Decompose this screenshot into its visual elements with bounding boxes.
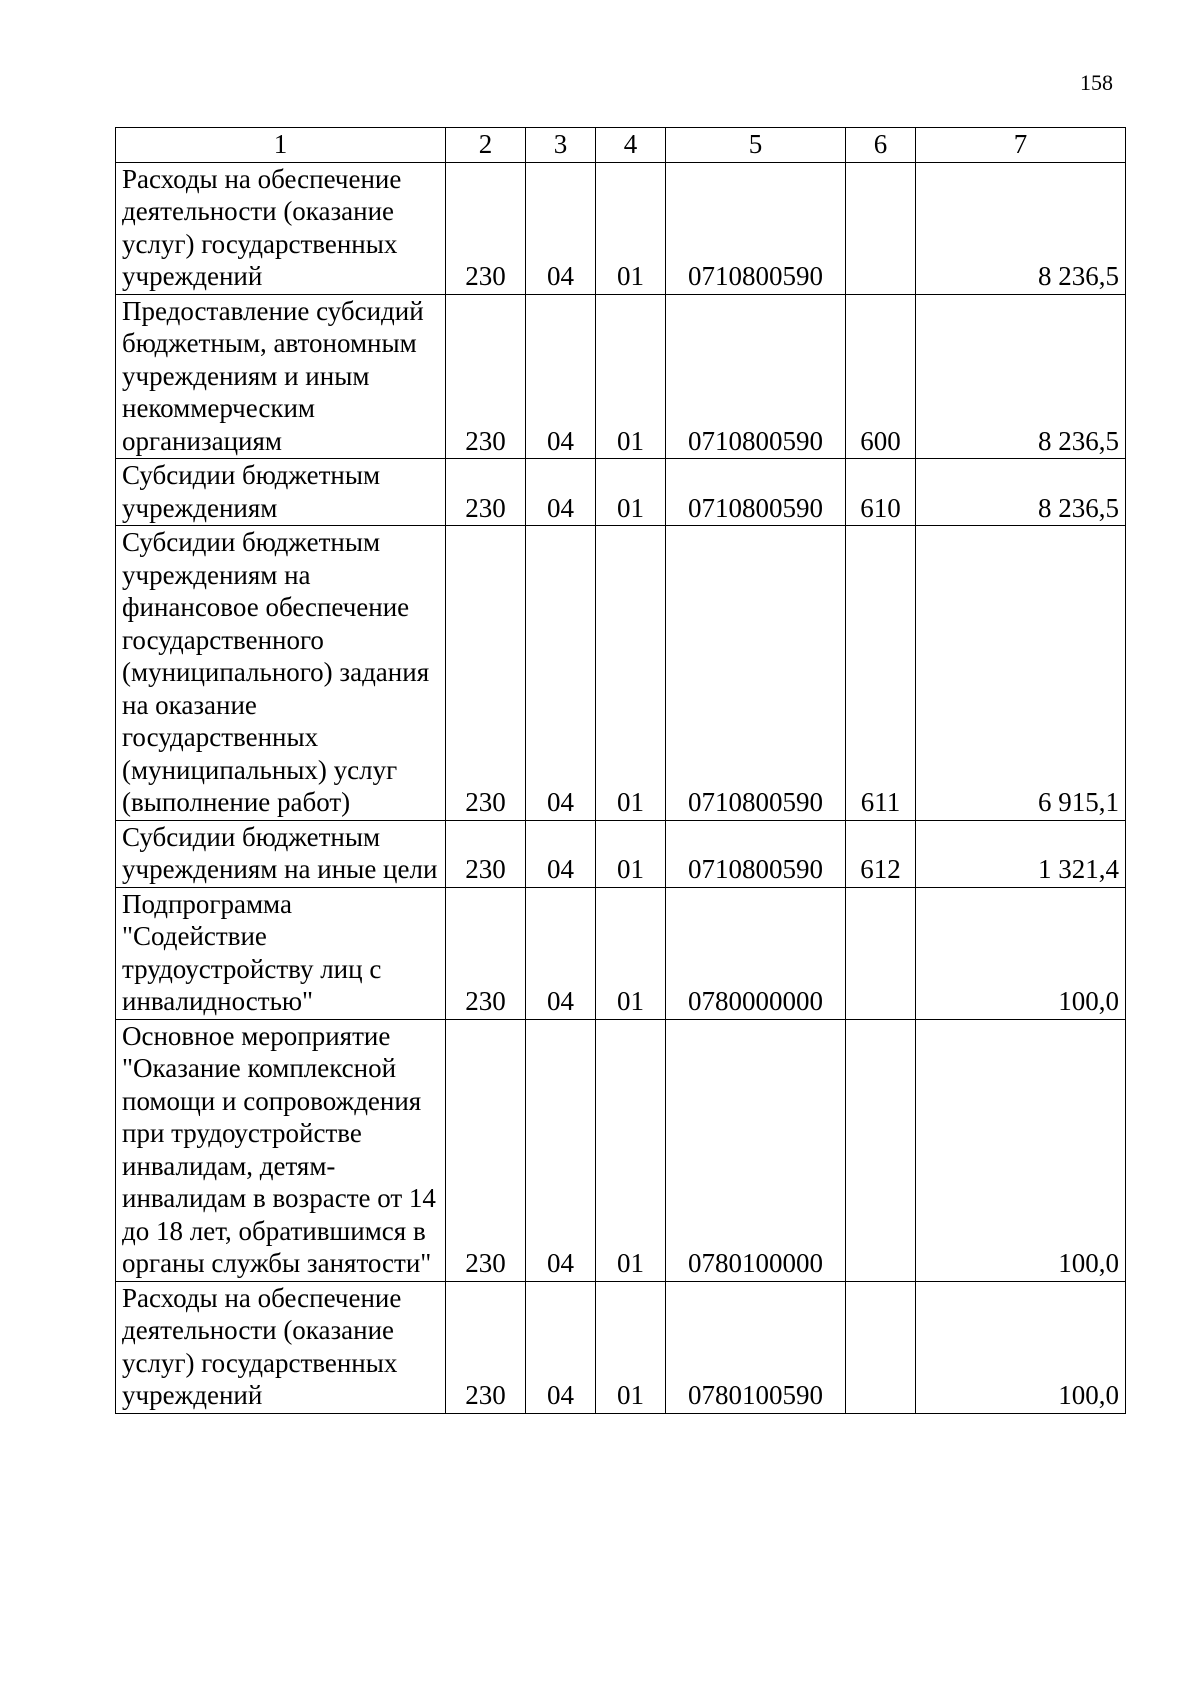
row-name-cell: Расходы на обеспечение деятельности (оказание услуг) государственных учреждений bbox=[116, 1281, 446, 1413]
row-col5-cell: 0710800590 bbox=[666, 526, 846, 821]
row-col5-cell: 0710800590 bbox=[666, 820, 846, 887]
table-row bbox=[116, 1281, 1126, 1413]
table-row bbox=[116, 294, 1126, 459]
row-name-cell: Предоставление субсидий бюджетным, автономным учреждениям и иным некоммерческим организациям bbox=[116, 294, 446, 459]
row-name-cell: Подпрограмма "Содействие трудоустройству лиц с инвалидностью" bbox=[116, 887, 446, 1019]
table-row bbox=[116, 526, 1126, 821]
row-col6-cell: 611 bbox=[846, 526, 916, 821]
header-col-4: 4 bbox=[596, 128, 666, 163]
row-col7-cell: 100,0 bbox=[916, 1019, 1126, 1281]
row-col4-cell: 01 bbox=[596, 1281, 666, 1413]
row-col7-cell: 1 321,4 bbox=[916, 820, 1126, 887]
row-col3-cell: 04 bbox=[526, 1019, 596, 1281]
row-col5-cell: 0710800590 bbox=[666, 459, 846, 526]
table-header-row bbox=[116, 128, 1126, 163]
row-name-cell: Основное мероприятие "Оказание комплексной помощи и сопровождения при трудоустройстве инвалидам, детям-инвалидам в возрасте от 14 до 18 лет, обратившимся в органы службы занятости" bbox=[116, 1019, 446, 1281]
row-col2-cell: 230 bbox=[446, 1281, 526, 1413]
row-col7-cell: 6 915,1 bbox=[916, 526, 1126, 821]
budget-table bbox=[115, 127, 1126, 1414]
row-col4-cell: 01 bbox=[596, 887, 666, 1019]
row-col6-cell: 610 bbox=[846, 459, 916, 526]
header-col-2: 2 bbox=[446, 128, 526, 163]
header-col-3: 3 bbox=[526, 128, 596, 163]
row-col3-cell: 04 bbox=[526, 526, 596, 821]
row-col4-cell: 01 bbox=[596, 459, 666, 526]
row-col5-cell: 0710800590 bbox=[666, 162, 846, 294]
row-name-cell: Расходы на обеспечение деятельности (оказание услуг) государственных учреждений bbox=[116, 162, 446, 294]
row-col7-cell: 8 236,5 bbox=[916, 162, 1126, 294]
row-col6-cell bbox=[846, 1019, 916, 1281]
header-col-5: 5 bbox=[666, 128, 846, 163]
header-col-6: 6 bbox=[846, 128, 916, 163]
row-col3-cell: 04 bbox=[526, 887, 596, 1019]
row-name-cell: Субсидии бюджетным учреждениям bbox=[116, 459, 446, 526]
row-col7-cell: 8 236,5 bbox=[916, 459, 1126, 526]
page-number: 158 bbox=[1080, 70, 1113, 95]
row-col6-cell: 612 bbox=[846, 820, 916, 887]
header-col-1: 1 bbox=[116, 128, 446, 163]
row-name-cell: Субсидии бюджетным учреждениям на финансовое обеспечение государственного (муниципального) задания на оказание государственных (муниципальных) услуг (выполнение работ) bbox=[116, 526, 446, 821]
row-col4-cell: 01 bbox=[596, 820, 666, 887]
row-col2-cell: 230 bbox=[446, 820, 526, 887]
row-col6-cell: 600 bbox=[846, 294, 916, 459]
row-col2-cell: 230 bbox=[446, 459, 526, 526]
table-row bbox=[116, 820, 1126, 887]
row-col3-cell: 04 bbox=[526, 820, 596, 887]
table-row bbox=[116, 459, 1126, 526]
row-col3-cell: 04 bbox=[526, 459, 596, 526]
table-row bbox=[116, 1019, 1126, 1281]
row-col2-cell: 230 bbox=[446, 887, 526, 1019]
row-col6-cell bbox=[846, 162, 916, 294]
row-col3-cell: 04 bbox=[526, 162, 596, 294]
row-col6-cell bbox=[846, 1281, 916, 1413]
table-row bbox=[116, 162, 1126, 294]
row-col4-cell: 01 bbox=[596, 1019, 666, 1281]
row-col5-cell: 0780100000 bbox=[666, 1019, 846, 1281]
row-col5-cell: 0780000000 bbox=[666, 887, 846, 1019]
row-col2-cell: 230 bbox=[446, 526, 526, 821]
row-col2-cell: 230 bbox=[446, 162, 526, 294]
header-col-7: 7 bbox=[916, 128, 1126, 163]
row-col2-cell: 230 bbox=[446, 1019, 526, 1281]
row-col7-cell: 8 236,5 bbox=[916, 294, 1126, 459]
row-col4-cell: 01 bbox=[596, 526, 666, 821]
row-col5-cell: 0780100590 bbox=[666, 1281, 846, 1413]
row-col3-cell: 04 bbox=[526, 294, 596, 459]
table-row bbox=[116, 887, 1126, 1019]
row-name-cell: Субсидии бюджетным учреждениям на иные цели bbox=[116, 820, 446, 887]
row-col4-cell: 01 bbox=[596, 162, 666, 294]
row-col7-cell: 100,0 bbox=[916, 887, 1126, 1019]
row-col7-cell: 100,0 bbox=[916, 1281, 1126, 1413]
row-col2-cell: 230 bbox=[446, 294, 526, 459]
row-col4-cell: 01 bbox=[596, 294, 666, 459]
row-col6-cell bbox=[846, 887, 916, 1019]
row-col5-cell: 0710800590 bbox=[666, 294, 846, 459]
row-col3-cell: 04 bbox=[526, 1281, 596, 1413]
